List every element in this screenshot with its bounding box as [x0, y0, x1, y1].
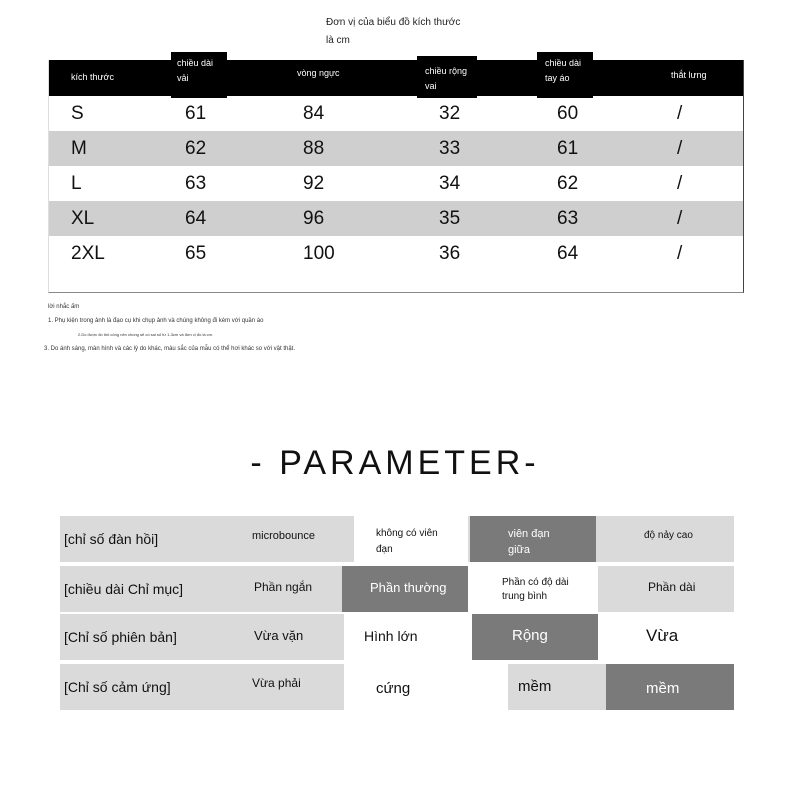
parameter-option — [598, 614, 734, 660]
size-row-s — [49, 96, 743, 131]
waist-value: / — [677, 138, 683, 159]
chest-value: 84 — [303, 103, 325, 124]
waist-value: / — [677, 243, 683, 264]
length-value: 62 — [185, 138, 207, 159]
option-text: mềm — [518, 678, 552, 695]
option-text: cứng — [376, 680, 411, 697]
parameter-table — [60, 516, 734, 710]
option-text: Rộng — [512, 627, 548, 644]
parameter-option — [244, 516, 354, 562]
parameter-label: [Chỉ số phiên bản] — [64, 629, 177, 645]
option-text: Hình lớn — [364, 628, 418, 644]
size-row-l — [49, 166, 743, 201]
option-text: Phần thường — [370, 580, 447, 595]
option-text: viên đạn giữa — [508, 528, 550, 556]
length-value: 61 — [185, 103, 207, 124]
option-text: độ nảy cao — [644, 530, 693, 541]
sleeve-value: 60 — [557, 103, 579, 124]
parameter-option — [344, 664, 508, 710]
option-text: Vừa phải — [252, 676, 301, 690]
parameter-label: [Chỉ số cảm ứng] — [64, 679, 171, 695]
shoulder-value: 34 — [439, 173, 461, 194]
sleeve-value: 64 — [557, 243, 579, 264]
size-chart-header — [49, 60, 743, 96]
parameter-option — [508, 664, 606, 710]
header-waist: thắt lưng — [671, 68, 721, 83]
parameter-option-selected — [606, 664, 734, 710]
parameter-option — [344, 614, 472, 660]
option-text: Vừa — [646, 626, 679, 645]
parameter-option — [354, 516, 468, 562]
sleeve-value: 61 — [557, 138, 579, 159]
size-row-m — [49, 131, 743, 166]
size-label: S — [71, 103, 84, 124]
parameter-option — [596, 516, 734, 562]
parameter-label: [chỉ số đàn hồi] — [64, 531, 159, 547]
option-text: không có viên đạn — [376, 528, 438, 555]
note-item: 2.Do được đo thủ công nên chúng sẽ có sai số từ 1-3cm và đơn vị đo là cm. — [78, 332, 214, 337]
parameter-heading: - PARAMETER- — [250, 444, 540, 482]
size-unit-note: Đơn vị của biểu đồ kích thước là cm — [326, 17, 461, 46]
chest-value: 100 — [303, 243, 335, 264]
parameter-row-fit — [60, 614, 734, 660]
option-text: mềm — [646, 680, 680, 697]
length-value: 63 — [185, 173, 207, 194]
note-item: 3. Do ánh sáng, màn hình và các lý do khác, màu sắc của mẫu có thể hơi khác so với vật thật. — [44, 346, 296, 352]
parameter-option-selected — [470, 516, 596, 562]
parameter-label: [chiều dài Chỉ mục] — [64, 581, 184, 597]
option-text: Phần ngắn — [254, 580, 313, 594]
length-value: 64 — [185, 208, 207, 229]
shoulder-value: 32 — [439, 103, 461, 124]
parameter-row-touch — [60, 664, 734, 710]
size-label: M — [71, 138, 87, 159]
parameter-option-selected — [342, 566, 468, 612]
chest-value: 92 — [303, 173, 325, 194]
sleeve-value: 63 — [557, 208, 579, 229]
size-row-2xl — [49, 236, 743, 271]
parameter-option — [598, 566, 734, 612]
option-text: microbounce — [252, 530, 315, 542]
waist-value: / — [677, 173, 683, 194]
parameter-option — [244, 664, 344, 710]
size-chart-table — [48, 60, 744, 293]
waist-value: / — [677, 208, 683, 229]
parameter-row-length — [60, 566, 734, 612]
parameter-option-selected — [472, 614, 598, 660]
notes-title: lời nhắc ấm — [48, 304, 80, 310]
chest-value: 96 — [303, 208, 325, 229]
parameter-option — [244, 566, 342, 612]
shoulder-value: 35 — [439, 208, 461, 229]
waist-value: / — [677, 103, 683, 124]
note-item: 1. Phụ kiện trong ảnh là đạo cụ khi chụp ảnh và chúng không đi kèm với quần áo — [48, 318, 264, 324]
header-sleeve: chiều dài tay áo — [537, 52, 593, 98]
header-chest: vòng ngực — [297, 66, 367, 81]
option-text: Phần dài — [648, 580, 696, 594]
reminder-notes — [46, 300, 466, 356]
size-row-xl — [49, 201, 743, 236]
size-label: XL — [71, 208, 95, 229]
header-size: kích thước — [71, 70, 119, 85]
sleeve-value: 62 — [557, 173, 579, 194]
size-label: 2XL — [71, 243, 105, 264]
parameter-row-elasticity — [60, 516, 734, 562]
option-text: Vừa vặn — [254, 628, 304, 643]
shoulder-value: 33 — [439, 138, 461, 159]
size-label: L — [71, 173, 82, 194]
header-length: chiều dài vải — [171, 52, 227, 98]
header-shoulder: chiều rộng vai — [417, 56, 477, 98]
shoulder-value: 36 — [439, 243, 461, 264]
parameter-option — [468, 566, 598, 612]
option-text: Phần có độ dài trung bình — [502, 577, 569, 602]
parameter-option — [244, 614, 344, 660]
length-value: 65 — [185, 243, 207, 264]
chest-value: 88 — [303, 138, 325, 159]
